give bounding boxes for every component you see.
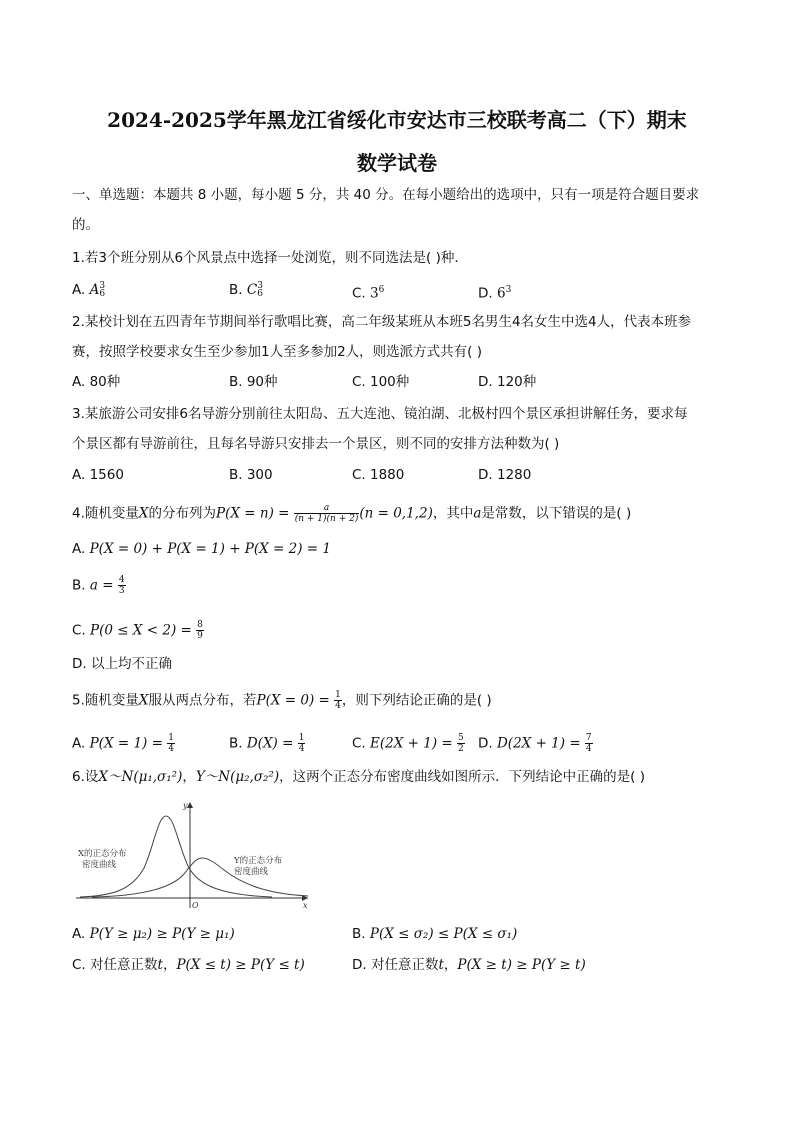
q5-option-a [72,733,175,754]
math-expr: P(X ≤ t) ≥ P(Y ≤ t) [176,957,305,973]
text: ， [182,769,196,785]
option-label: B. [229,282,243,298]
fraction [298,733,306,754]
fraction [167,733,175,754]
frac-num: 4 [118,575,125,585]
math-expr: P(X ≥ t) ≥ P(Y ≥ t) [457,957,586,973]
q5-option-d [478,733,593,754]
q4-option-c [72,620,204,641]
math-expr: Y～N(μ₂,σ₂²) [195,769,280,785]
section-intro-line2: 的。 [72,217,99,233]
text: ， [443,957,458,973]
q3-option-b: B. 300 [229,467,273,483]
q2-option-c: C. 100种 [352,374,410,390]
frac-den: 4 [335,701,341,711]
math-var: t [438,957,444,973]
math-expr: P(X = 0) + P(X = 1) + P(X = 2) = 1 [89,541,331,557]
math-expr: a = [89,577,118,594]
math-expr: P(X ≤ σ₂) ≤ P(X ≤ σ₁) [369,926,518,942]
text: ， [162,957,177,973]
frac-den: 4 [585,744,592,754]
math-var: t [157,957,163,973]
math-sup: 3 [257,281,263,291]
option-label: B. [229,735,243,752]
q6-stem [72,768,645,786]
text: 对任意正数 [90,957,158,973]
option-label: C. [352,735,366,752]
origin-label: O [192,901,199,910]
fraction [457,733,465,754]
frac-num: 7 [585,733,592,743]
x-axis-label: x [303,901,308,910]
q5-stem [72,690,492,711]
math-expr: P(0 ≤ X < 2) = [90,622,197,639]
q3-option-a: A. 1560 [72,467,124,483]
q2-option-a: A. 80种 [72,374,121,390]
math-expr: D(2X + 1) = [496,735,585,752]
fraction [118,575,126,596]
frac-num: 5 [457,733,464,743]
option-label: D. [478,285,493,302]
frac-num: 1 [168,733,174,743]
math-base: A [89,282,100,298]
math-sup: 3 [99,281,106,291]
math-expr: D(X) = [246,735,298,752]
math-expr: P(X = n) = [216,505,294,522]
option-label: A. [72,735,86,752]
math-base: 3 [370,285,379,302]
math-expr: (n = 0,1,2) [359,505,433,522]
y-axis-label: y [183,801,188,810]
frac-den: 4 [168,744,174,754]
q6-option-b [352,925,517,943]
math-var: a [473,505,482,522]
q3-option-c: C. 1880 [352,467,405,483]
math-sup: 3 [505,285,512,295]
exam-title-line1: 2024-2025学年黑龙江省绥化市安达市三校联考高二（下）期末 [107,108,687,132]
text: 服从两点分布，若 [148,692,257,709]
fraction [294,503,360,524]
frac-num: 1 [298,733,305,743]
q4-option-a [72,540,331,558]
option-label: C. [352,285,366,302]
q4-option-d: D. 以上均不正确 [72,656,172,672]
normal-density-figure [72,798,312,910]
q2-stem-line1: 2.某校计划在五四青年节期间举行歌唱比赛，高二年级某班从本班5名男生4名女生中选4人，代表本班参 [72,314,692,330]
q2-option-d: D. 120种 [478,374,537,390]
math-var: X [138,505,149,522]
text: ，则下列结论正确的是( ) [341,692,492,709]
fraction [196,620,204,641]
q1-option-b [229,281,263,299]
text: ，其中 [432,505,474,522]
q5-option-b [229,733,305,754]
q3-stem-line1: 3.某旅游公司安排6名导游分别前往太阳岛、五大连池、镜泊湖、北极村四个景区承担讲解任务，要求每 [72,406,688,422]
math-expr: P(X = 0) = [256,692,335,709]
math-expr: P(Y ≥ μ₂) ≥ P(Y ≥ μ₁) [89,926,235,942]
q5-option-c [352,733,465,754]
math-sub: 6 [99,289,106,299]
fraction [334,690,342,711]
frac-den: 3 [118,586,125,596]
q1-option-d [478,281,511,303]
option-label: B. [352,926,366,942]
math-expr: E(2X + 1) = [370,735,457,752]
section-intro-line1: 一、单选题：本题共 8 小题，每小题 5 分，共 40 分。在每小题给出的选项中，只有一项是符合题目要求 [72,187,700,203]
exam-title-line2: 数学试卷 [357,151,437,175]
frac-num: 8 [197,620,203,630]
q4-stem [72,503,631,524]
option-label: A. [72,541,86,557]
x-curve-label-2: 密度曲线 [82,860,117,870]
math-sup: 6 [378,285,385,295]
q6-option-d [352,956,586,974]
q6-option-a [72,925,235,943]
frac-den: 9 [197,631,203,641]
q4-option-b [72,575,126,596]
y-axis-arrow [187,802,193,808]
frac-num: a [294,503,360,514]
option-label: D. [352,957,367,973]
fraction [585,733,593,754]
text: 是常数，以下错误的是( ) [481,505,632,522]
text: 6.设 [72,769,99,785]
option-label: D. [478,735,493,752]
q3-option-d: D. 1280 [478,467,532,483]
text: 5.随机变量 [72,692,139,709]
math-base: 6 [496,285,506,302]
frac-den: (n + 1)(n + 2) [294,514,359,524]
q3-stem-line2: 个景区都有导游前往，且每名导游只安排去一个景区，则不同的安排方法种数为( ) [72,436,560,452]
frac-den: 2 [457,744,464,754]
q2-stem-line2: 赛，按照学校要求女生至少参加1人至多参加2人，则选派方式共有( ) [72,344,483,360]
q2-option-b: B. 90种 [229,374,278,390]
text: 4.随机变量 [72,505,139,522]
option-label: C. [72,957,86,973]
option-label: B. [72,577,86,594]
option-label: A. [72,926,86,942]
option-label: C. [72,622,86,639]
math-sub: 6 [257,289,263,299]
y-curve-label-1: Y的正态分布 [234,856,283,866]
q1-option-a [72,281,105,299]
q1-option-c [352,281,384,303]
text: ，这两个正态分布密度曲线如图所示．下列结论中正确的是( ) [279,769,645,785]
x-curve-label-1: X的正态分布 [78,849,127,859]
text: 的分布列为 [148,505,217,522]
q6-option-c [72,956,305,974]
y-curve-label-2: 密度曲线 [234,867,269,877]
math-base: C [246,282,258,298]
option-label: A. [72,282,86,298]
frac-num: 1 [335,690,341,700]
math-expr: P(X = 1) = [89,735,168,752]
math-expr: X～N(μ₁,σ₁²) [98,769,183,785]
math-var: X [138,692,149,709]
q1-stem: 1.若3个班分别从6个风景点中选择一处浏览，则不同选法是( )种． [72,250,468,266]
frac-den: 4 [298,744,305,754]
text: 对任意正数 [370,957,439,973]
